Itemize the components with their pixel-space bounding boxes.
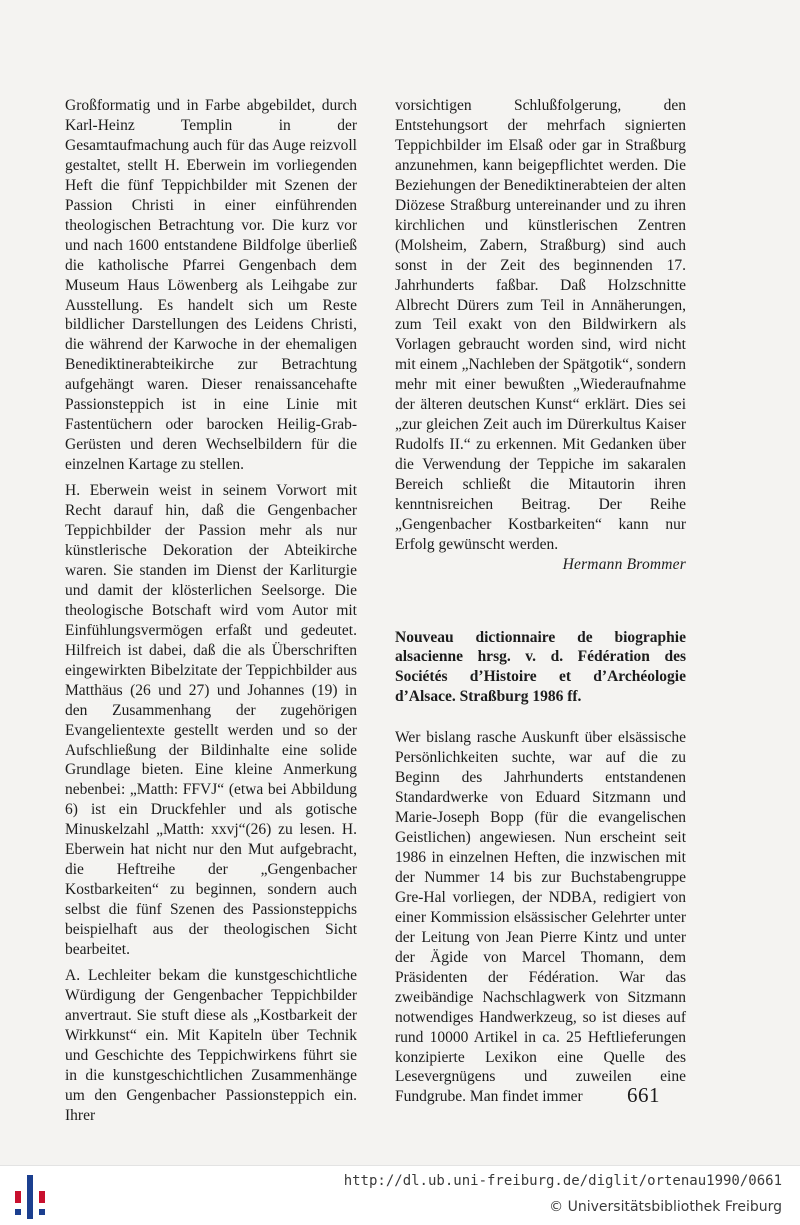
paragraph: H. Eberwein weist in seinem Vorwort mit Recht darauf hin, daß die Gengenbacher Teppichbilder der Passion mehr als nur künstlerische Dekoration der Abteikirche waren. Sie standen im Dienst der Karliturgie und damit der klösterlichen Seelsorge. Die theologische Botschaft wird vom Autor mit Einfühlungsvermögen erfaßt und gedeutet. Hilfreich ist dabei, daß die als Überschriften eingewirkten Bibelzitate der Teppichbilder aus Matthäus (26 und 27) und Johannes (19) in den Zusammenhang der zugehörigen Evangelientexte gestellt werden und so der Aufschließung der Bildinhalte eine solide Grundlage bieten. Eine kleine Anmerkung nebenbei: „Matth: FFVJ“ (etwa bei Abbildung 6) ist ein Druckfehler und als gotische Minuskelzahl „Matth: xxvj“(26) zu lesen. H. Eberwein hat nicht nur den Mut aufgebracht, die Heftreihe der „Gengenbacher Kostbarkeiten“ zu beginnen, sondern auch selbst die fünf Szenen des Passionsteppichs beispielhaft aus der theologischen Sicht bearbeitet. <box>65 482 357 959</box>
right-text-column <box>395 96 686 1107</box>
page-number: 661 <box>627 1083 660 1107</box>
paragraph: vorsichtigen Schlußfolgerung, den Entstehungsort der mehrfach signierten Teppichbilder im Elsaß oder gar in Straßburg anzunehmen, kann beigepflichtet werden. Die Beziehungen der Benediktinerabteien der alten Diözese Straßburg untereinander und zu ihren kirchlichen und künstlerischen Zentren (Molsheim, Zabern, Straßburg) sind auch sonst in der Zeit des beginnenden 17. Jahrhunderts faßbar. Daß Holzschnitte Albrecht Dürers zum Teil in Annäherungen, zum Teil exakt von den Bildwirkern als Vorlagen gebraucht worden sind, wird nicht mit einem „Nachleben der Spätgotik“, sondern mehr mit einer bewußten „Wiederaufnahme der älteren deutschen Kunst“ erklärt. Dies sei „zur gleichen Zeit auch im Dürerkultus Kaiser Rudolfs II.“ zu erkennen. Mit Gedanken über die Verwendung der Teppiche im sakaralen Bereich schließt die Mitautorin ihren kenntnisreichen Beitrag. Der Reihe „Gengenbacher Kostbarkeiten“ kann nur Erfolg gewünscht werden. <box>395 97 686 553</box>
paragraph: A. Lechleiter bekam die kunstgeschichtliche Würdigung der Gengenbacher Teppichbilder anvertraut. Sie stuft diese als „Kostbarkeit der Wirkkunst“ ein. Mit Kapiteln über Technik und Geschichte des Teppichwirkens führt sie in die kunstgeschichtlichen Zusammenhänge um den Gengenbacher Passionsteppich ein. Ihrer <box>65 966 357 1124</box>
permalink-url[interactable]: http://dl.ub.uni-freiburg.de/diglit/ortenau1990/0661 <box>343 1173 782 1189</box>
review-author-signature: Hermann Brommer <box>562 555 686 573</box>
review-paragraph: Wer bislang rasche Auskunft über elsässische Persönlichkeiten suchte, war auf die zu Beginn des Jahrhunderts entstandenen Standardwerke von Eduard Sitzmann und Marie-Joseph Bopp (für die evangelischen Geistlichen) angewiesen. Nun erscheint seit 1986 in einzelnen Heften, die inzwischen mit der Nummer 14 bis zur Buchstabengruppe Gre-Hal vorliegen, der NDBA, redigiert von einer Kommission elsässischer Gelehrter unter der Leitung von Jean Pierre Kintz und unter der Ägide von Marcel Thomann, dem Präsidenten der Fédération. War das zweibändige Nachschlagwerk von Sitzmann notwendiges Handwerkzeug, so ist dieses auf rund 10000 Artikel in ca. 25 Heftlieferungen konzipierte Lexikon eine Quelle des Lesevergnügens und zuweilen eine Fundgrube. Man findet immer <box>395 729 686 1106</box>
library-logo-icon <box>12 1175 48 1219</box>
paragraph: Großformatig und in Farbe abgebildet, durch Karl-Heinz Templin in der Gesamtaufmachung auch für das Auge reizvoll gestaltet, stellt H. Eberwein im vorliegenden Heft die fünf Teppichbilder mit Szenen der Passion Christi in einer einführenden theologischen Betrachtung vor. Die kurz vor und nach 1600 entstandene Bildfolge überließ die katholische Pfarrei Gengenbach dem Museum Haus Löwenberg als Leihgabe zur Ausstellung. Es handelt sich um Reste bildlicher Darstellungen des Leidens Christi, die während der Karwoche in der ehemaligen Benediktinerabteikirche zur Betrachtung aufgehängt waren. Dieser renaissancehafte Passionsteppich ist in eine Linie mit Fastentüchern oder barocken Heilig-Grab-Gerüsten und deren Wechselbildern für die einzelnen Kartage zu stellen. <box>65 97 357 474</box>
repository-footer <box>0 1165 800 1225</box>
review-heading: Nouveau dictionnaire de biographie alsacienne hrsg. v. d. Fédération des Sociétés d’Histoire et d’Archéologie d’Alsace. Straßburg 1986 ff. <box>395 628 686 705</box>
left-text-column <box>65 96 357 1126</box>
copyright-notice: © Universitätsbibliothek Freiburg <box>549 1199 782 1215</box>
